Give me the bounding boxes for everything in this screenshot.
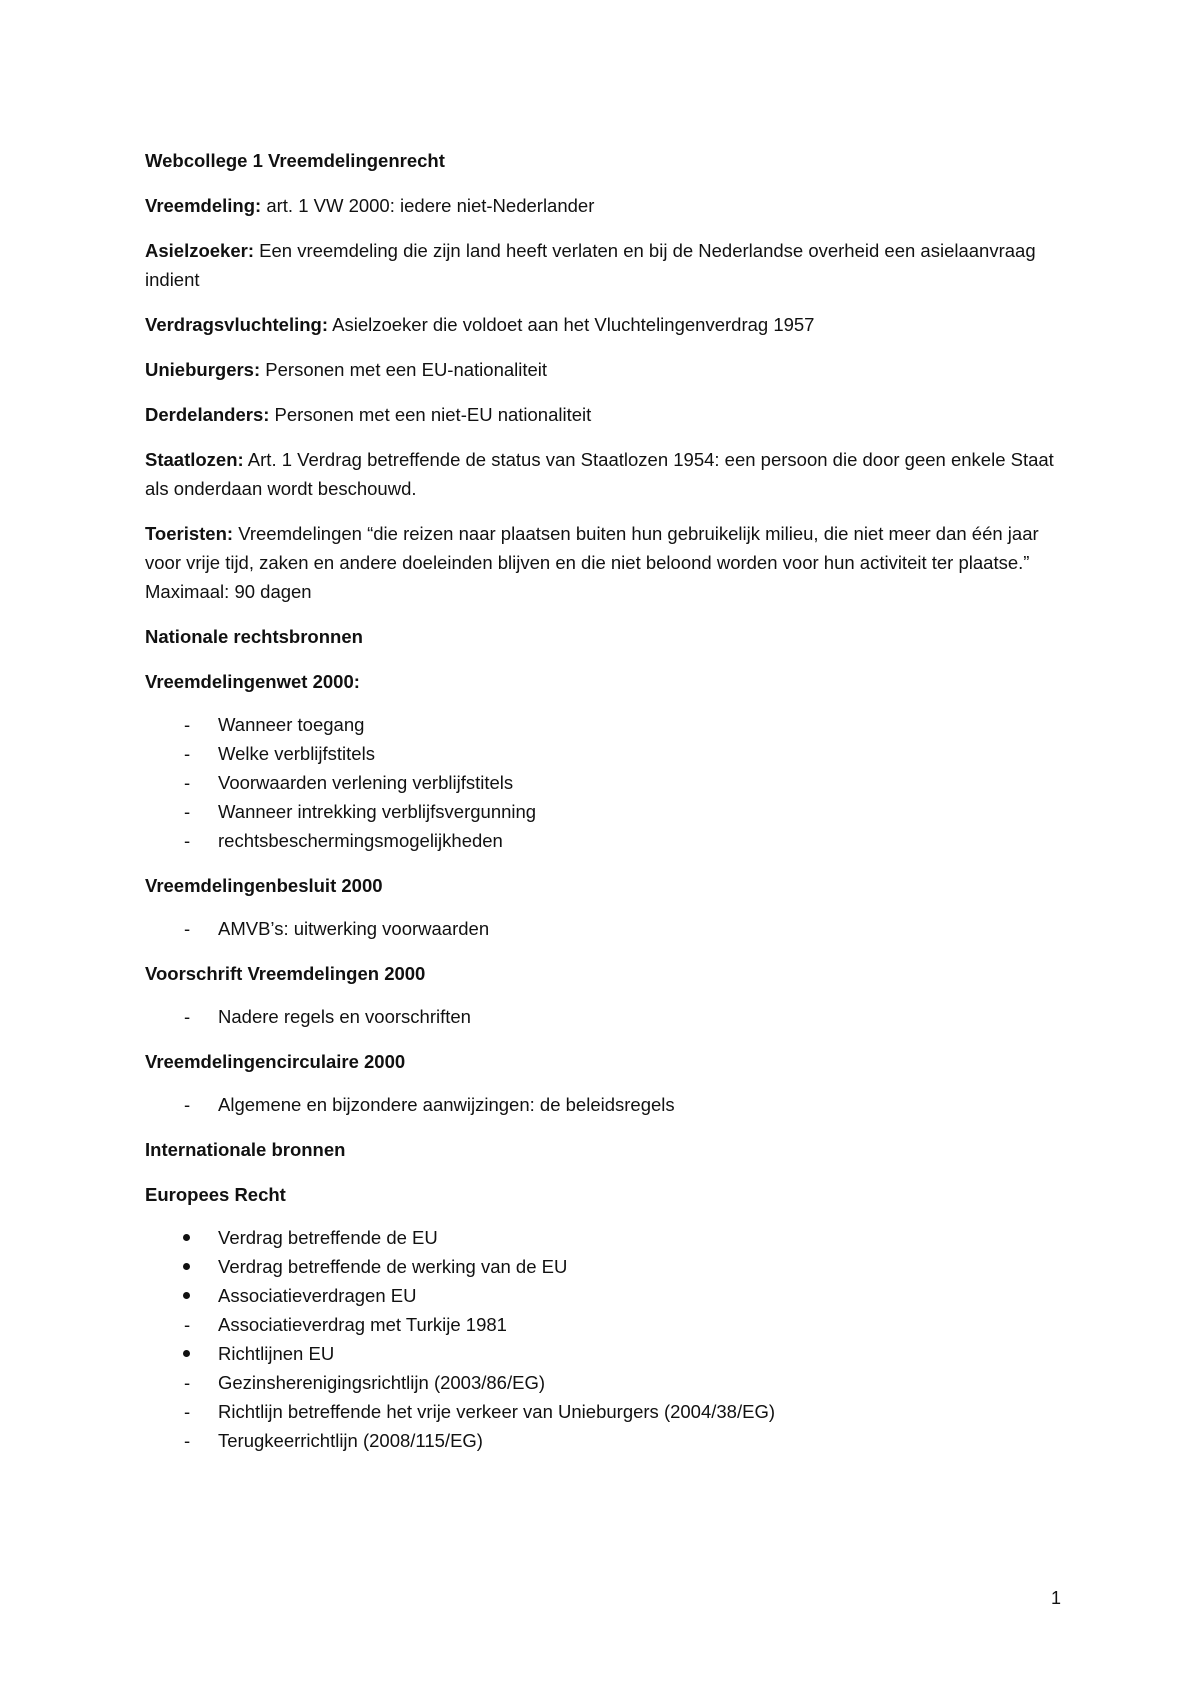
- europees-recht-list: [145, 1223, 1065, 1455]
- dash-marker: -: [184, 1430, 191, 1451]
- list-item: [145, 914, 1065, 943]
- list-item: [145, 1090, 1065, 1119]
- definition-term: Verdragsvluchteling:: [145, 314, 328, 335]
- section-heading-nationale: Nationale rechtsbronnen: [145, 626, 363, 647]
- definition-verdragsvluchteling: [145, 310, 1065, 339]
- list-item-text: Wanneer toegang: [218, 714, 365, 735]
- list-item-text: Algemene en bijzondere aanwijzingen: de beleidsregels: [218, 1094, 675, 1115]
- list-item-text: Richtlijnen EU: [218, 1343, 335, 1364]
- list-item: [145, 710, 1065, 739]
- definition-toeristen: [145, 519, 1065, 606]
- list-item: [145, 826, 1065, 855]
- definition-derdelanders: [145, 400, 1065, 429]
- list-item-text: Associatieverdragen EU: [218, 1285, 417, 1306]
- list-item-text: Gezinsherenigingsrichtlijn (2003/86/EG): [218, 1372, 546, 1393]
- definition-term: Asielzoeker:: [145, 240, 254, 261]
- definition-text: Personen met een EU-nationaliteit: [260, 359, 548, 380]
- dash-marker: -: [184, 1314, 191, 1335]
- definition-term: Staatlozen:: [145, 449, 244, 470]
- definition-staatlozen: [145, 445, 1065, 503]
- subheading-europees-recht: Europees Recht: [145, 1184, 286, 1205]
- subheading-vreemdelingenwet: Vreemdelingenwet 2000:: [145, 671, 360, 692]
- subheading-vreemdelingencirculaire: Vreemdelingencirculaire 2000: [145, 1051, 406, 1072]
- vreemdelingenbesluit-list: [145, 914, 1065, 943]
- definition-text: art. 1 VW 2000: iedere niet-Nederlander: [261, 195, 595, 216]
- definition-unieburgers: [145, 355, 1065, 384]
- list-item-text: Associatieverdrag met Turkije 1981: [218, 1314, 507, 1335]
- list-item-text: Verdrag betreffende de EU: [218, 1227, 438, 1248]
- list-item-text: Voorwaarden verlening verblijfstitels: [218, 772, 514, 793]
- definition-text: Asielzoeker die voldoet aan het Vluchtelingenverdrag 1957: [328, 314, 815, 335]
- definition-text: Een vreemdeling die zijn land heeft verlaten en bij de Nederlandse overheid een asielaanvraag indient: [145, 240, 1036, 290]
- list-item: [145, 1223, 1065, 1252]
- list-item-text: Wanneer intrekking verblijfsvergunning: [218, 801, 537, 822]
- vreemdelingenwet-list: [145, 710, 1065, 855]
- page-number: 1: [1050, 1588, 1061, 1608]
- definition-asielzoeker: [145, 236, 1065, 294]
- list-item: [145, 739, 1065, 768]
- subheading-voorschrift: Voorschrift Vreemdelingen 2000: [145, 963, 426, 984]
- document-body: [145, 146, 1065, 1471]
- list-item: [145, 1339, 1065, 1368]
- list-item: [145, 1397, 1065, 1426]
- definition-term: Toeristen:: [145, 523, 234, 544]
- list-item-text: Nadere regels en voorschriften: [218, 1006, 471, 1027]
- list-item: [145, 768, 1065, 797]
- list-item: [145, 1252, 1065, 1281]
- dash-marker: -: [184, 830, 191, 851]
- list-item: [145, 1368, 1065, 1397]
- dash-marker: -: [184, 1006, 191, 1027]
- list-item-text: AMVB’s: uitwerking voorwaarden: [218, 918, 490, 939]
- definition-text: Personen met een niet-EU nationaliteit: [269, 404, 592, 425]
- dash-marker: -: [184, 1401, 191, 1422]
- dash-marker: -: [184, 918, 191, 939]
- list-item-text: Terugkeerrichtlijn (2008/115/EG): [218, 1430, 483, 1451]
- dash-marker: -: [184, 1094, 191, 1115]
- definition-vreemdeling: [145, 191, 1065, 220]
- dash-marker: -: [184, 714, 191, 735]
- list-item-text: Welke verblijfstitels: [218, 743, 375, 764]
- list-item: [145, 1426, 1065, 1455]
- dash-marker: -: [184, 743, 191, 764]
- list-item-text: Verdrag betreffende de werking van de EU: [218, 1256, 568, 1277]
- vreemdelingencirculaire-list: [145, 1090, 1065, 1119]
- dash-marker: -: [184, 772, 191, 793]
- definition-text: Art. 1 Verdrag betreffende de status van Staatlozen 1954: een persoon die door geen enkele Staat als onderdaan wordt beschouwd.: [145, 449, 1054, 499]
- list-item: [145, 1281, 1065, 1310]
- definition-text: Vreemdelingen “die reizen naar plaatsen buiten hun gebruikelijk milieu, die niet meer dan één jaar voor vrije tijd, zaken en andere doeleinden blijven en die niet beloond worden voor hun activiteit ter plaatse.” Maximaal: 90 dagen: [145, 523, 1039, 602]
- list-item-text: Richtlijn betreffende het vrije verkeer van Unieburgers (2004/38/EG): [218, 1401, 776, 1422]
- voorschrift-list: [145, 1002, 1065, 1031]
- dash-marker: -: [184, 1372, 191, 1393]
- section-heading-internationale: Internationale bronnen: [145, 1139, 346, 1160]
- dash-marker: -: [184, 801, 191, 822]
- list-item: [145, 797, 1065, 826]
- document-title: Webcollege 1 Vreemdelingenrecht: [145, 150, 445, 171]
- list-item-text: rechtsbeschermingsmogelijkheden: [218, 830, 503, 851]
- list-item: [145, 1310, 1065, 1339]
- subheading-vreemdelingenbesluit: Vreemdelingenbesluit 2000: [145, 875, 383, 896]
- definition-term: Vreemdeling:: [145, 195, 262, 216]
- list-item: [145, 1002, 1065, 1031]
- definition-term: Derdelanders:: [145, 404, 270, 425]
- definition-term: Unieburgers:: [145, 359, 261, 380]
